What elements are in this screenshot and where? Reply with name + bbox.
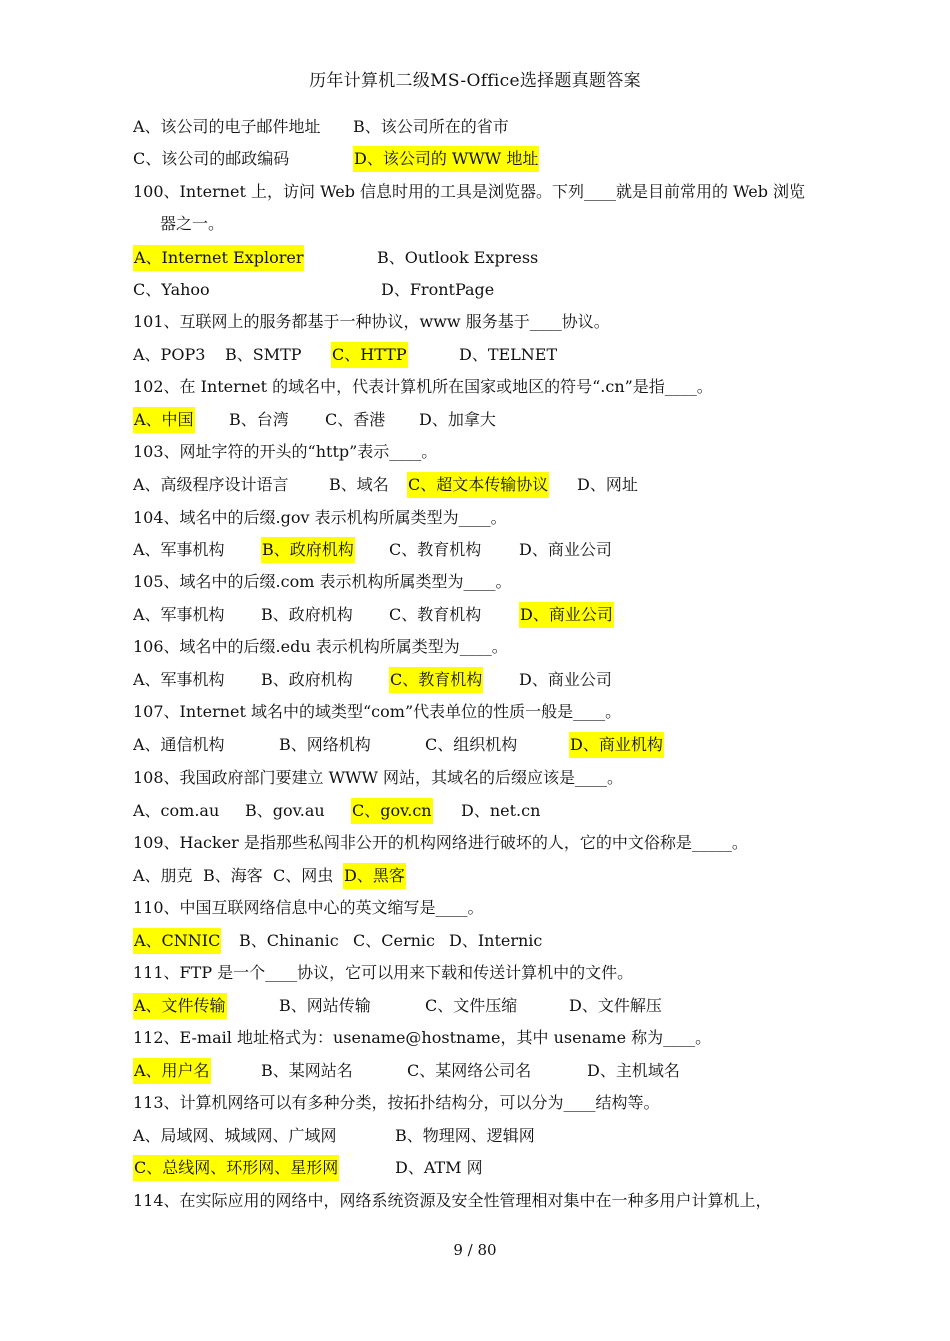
question-text: 105、域名中的后缀.com 表示机构所属类型为____。: [133, 572, 512, 591]
answer-option: A、高级程序设计语言: [133, 475, 289, 494]
question-text: 103、网址字符的开头的“http”表示____。: [133, 442, 438, 461]
answer-option: A、com.au: [133, 801, 220, 820]
answer-option: B、该公司所在的省市: [353, 117, 509, 136]
answer-options-row: [133, 1123, 833, 1149]
answer-options-row: [133, 245, 833, 271]
correct-answer-option: C、教育机构: [389, 667, 483, 693]
question-text: 100、Internet 上，访问 Web 信息时用的工具是浏览器。下列____就是目前常用的 Web 浏览: [133, 182, 806, 201]
answer-option: A、朋克: [133, 866, 193, 885]
correct-answer-option: A、文件传输: [133, 993, 227, 1019]
answer-option: B、网络机构: [279, 735, 371, 754]
answer-option: C、某网络公司名: [407, 1061, 532, 1080]
answer-option: C、香港: [325, 410, 386, 429]
answer-options-row: [133, 114, 833, 140]
question-text: 101、互联网上的服务都基于一种协议，www 服务基于____协议。: [133, 312, 610, 331]
correct-answer-option: D、该公司的 WWW 地址: [353, 146, 539, 172]
answer-option: C、教育机构: [389, 540, 482, 559]
answer-options-row: [133, 993, 833, 1019]
correct-answer-option: C、gov.cn: [351, 798, 433, 824]
correct-answer-option: C、总线网、环形网、星形网: [133, 1155, 339, 1181]
answer-option: D、TELNET: [459, 345, 558, 364]
answer-options-row: [133, 1058, 833, 1084]
correct-answer-option: D、商业公司: [519, 602, 614, 628]
answer-options-row: [133, 537, 833, 563]
answer-option: D、主机域名: [587, 1061, 680, 1080]
answer-option: B、台湾: [229, 410, 289, 429]
answer-option: D、net.cn: [461, 801, 541, 820]
correct-answer-option: C、超文本传输协议: [407, 472, 549, 498]
answer-option: A、局域网、城域网、广域网: [133, 1126, 337, 1145]
correct-answer-option: A、用户名: [133, 1058, 211, 1084]
answer-option: A、军事机构: [133, 540, 225, 559]
correct-answer-option: A、中国: [133, 407, 195, 433]
question-text-continuation: 器之一。: [160, 214, 225, 233]
answer-options-row: [133, 602, 833, 628]
answer-options-row: [133, 1155, 833, 1181]
question-text: 113、计算机网络可以有多种分类，按拓扑结构分，可以分为____结构等。: [133, 1093, 660, 1112]
answer-options-row: [133, 798, 833, 824]
answer-options-row: [133, 146, 833, 172]
page-header-title: 历年计算机二级MS-Office选择题真题答案: [309, 71, 641, 91]
question-text: 104、域名中的后缀.gov 表示机构所属类型为____。: [133, 508, 507, 527]
answer-option: B、某网站名: [261, 1061, 353, 1080]
answer-options-row: [133, 277, 833, 303]
answer-option: D、FrontPage: [381, 280, 495, 299]
answer-options-row: [133, 928, 833, 954]
answer-option: A、通信机构: [133, 735, 225, 754]
answer-option: A、该公司的电子邮件地址: [133, 117, 321, 136]
answer-option: D、文件解压: [569, 996, 662, 1015]
answer-option: C、组织机构: [425, 735, 518, 754]
answer-option: C、该公司的邮政编码: [133, 149, 290, 168]
answer-options-row: [133, 472, 833, 498]
answer-option: A、军事机构: [133, 605, 225, 624]
answer-option: C、Cernic: [353, 931, 435, 950]
correct-answer-option: B、政府机构: [261, 537, 355, 563]
correct-answer-option: A、Internet Explorer: [133, 245, 304, 271]
answer-option: B、政府机构: [261, 670, 353, 689]
answer-option: D、ATM 网: [395, 1158, 483, 1177]
question-text: 106、域名中的后缀.edu 表示机构所属类型为____。: [133, 637, 508, 656]
answer-option: B、网站传输: [279, 996, 371, 1015]
answer-option: B、Outlook Express: [377, 248, 539, 267]
answer-option: B、域名: [329, 475, 389, 494]
answer-option: C、教育机构: [389, 605, 482, 624]
page-number: 9 / 80: [453, 1241, 497, 1259]
answer-option: B、物理网、逻辑网: [395, 1126, 535, 1145]
question-text: 111、FTP 是一个____协议，它可以用来下载和传送计算机中的文件。: [133, 963, 634, 982]
answer-option: D、网址: [577, 475, 638, 494]
answer-option: B、政府机构: [261, 605, 353, 624]
question-text: 102、在 Internet 的域名中，代表计算机所在国家或地区的符号“.cn”是指____。: [133, 377, 713, 396]
question-text: 108、我国政府部门要建立 WWW 网站，其域名的后缀应该是____。: [133, 768, 624, 787]
question-text: 109、Hacker 是指那些私闯非公开的机构网络进行破坏的人，它的中文俗称是_____。: [133, 833, 748, 852]
answer-option: B、Chinanic: [239, 931, 339, 950]
answer-option: C、Yahoo: [133, 280, 210, 299]
question-text: 110、中国互联网络信息中心的英文缩写是____。: [133, 898, 484, 917]
answer-options-row: [133, 342, 833, 368]
answer-option: D、Internic: [449, 931, 543, 950]
answer-option: B、gov.au: [245, 801, 325, 820]
question-text: 114、在实际应用的网络中，网络系统资源及安全性管理相对集中在一种多用户计算机上，: [133, 1191, 772, 1210]
answer-options-row: [133, 863, 833, 889]
answer-options-row: [133, 407, 833, 433]
correct-answer-option: D、黑客: [343, 863, 406, 889]
answer-option: C、网虫: [273, 866, 334, 885]
correct-answer-option: A、CNNIC: [133, 928, 221, 954]
answer-option: A、军事机构: [133, 670, 225, 689]
answer-option: A、POP3: [133, 345, 206, 364]
answer-option: C、文件压缩: [425, 996, 518, 1015]
correct-answer-option: C、HTTP: [331, 342, 408, 368]
answer-option: D、商业公司: [519, 540, 612, 559]
answer-option: B、SMTP: [225, 345, 302, 364]
answer-option: B、海客: [203, 866, 263, 885]
answer-options-row: [133, 732, 833, 758]
answer-option: D、加拿大: [419, 410, 496, 429]
question-text: 112、E-mail 地址格式为：usename@hostname，其中 usename 称为____。: [133, 1028, 712, 1047]
question-text: 107、Internet 域名中的域类型“com”代表单位的性质一般是____。: [133, 702, 622, 721]
correct-answer-option: D、商业机构: [569, 732, 664, 758]
answer-option: D、商业公司: [519, 670, 612, 689]
answer-options-row: [133, 667, 833, 693]
